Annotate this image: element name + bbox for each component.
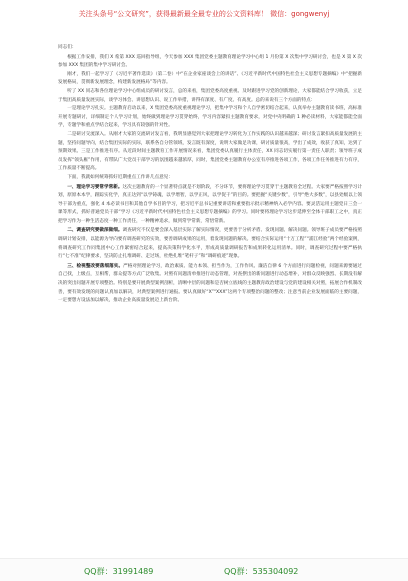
- section-body: 严格对照理论学习，政治素质、能力本领、担当作为，工作作风、廉洁自律 6 个方面进行问题检视，问题来源要通过自己找，上级点，互相帮，群众提等方式广泛收集。对照有问题清单推进行动态管理，对查摆出的新问题进行动态增补，对群众反映强烈、长期没有解决的突出问题开展专项整治。特别是要开展典型案例剖析，清晰中层的问题和是否树立底线的主题教育政治建设与党的建设相关对照，拓展合作机制改善，要有效发现的问题认真加以解决，对典型案例进行通报。要认真做好“X”“XXX”这两个专项整治问题的整改；注意当前企业发展面临的主要问题，一定要想方设法加以解决，推动企业高质量发展迈上新台阶。: [58, 263, 362, 304]
- section-heading: 三、检视整改要落细落实。: [67, 263, 124, 269]
- paragraph: 听了 XX 同志和各位理论学习中心组成员的研讨发言，总的来看，集团党委高度重视、及时跟进学习党的创新理论，大家都能结合学习收获，立足于集团高质量发展实际，谈学习体会、讲思想认识、说工作举措，讲得有深度、有广度、有高度。总的来说有三个方面的特点：: [58, 88, 362, 103]
- section-heading: 一、理论学习要常学常新。: [67, 184, 123, 190]
- paragraph: 下面，我就如何统筹抓好近期重点工作讲几点意见：: [67, 174, 173, 180]
- section-heading: 二、调查研究要做深做细。: [67, 228, 123, 234]
- footer-qq-group-2: QQ群：535304092: [224, 567, 299, 576]
- salutation: 同志们：: [58, 45, 77, 50]
- footer-bar: [0, 558, 408, 581]
- section-1: [58, 184, 362, 227]
- section-body: 调查研究不仅是要会深入基层实际了解实际情况，更要善于分析矛盾、发现问题、解决问题。领导班子成员要严格按照调研计划安排，以能源为导向要有调查研究的实效，要善调研成果的运用，着发现问题的解决。要结合实际运用“十万工程”“浦江经验”两个经验案例，将调查研究工作同集团中心工作紧密结合起来，提高决策科学化水平，形成高质量调研报告和成果转化运用清单。同时，调查研究过程中要严格执行“七不准”纪律要求，坚决防止扎堆调研、走过场，杜绝扎堆“笔杆子”和“调研痕迹”现象。: [58, 228, 362, 260]
- section-body: 这次主题教育的一个显著特点就是不划阶段，不分环节，要将理论学习贯穿于主题教育全过程。大家要严格按照学习计划，原原本本学，跟踪实化学，真正达到“以学铸魂，以学增智，以学正风，以学促干”的目的。要把握“关键少数”，引导“绝大多数”，以县处级以上领导干部为重点，强化 4 本必读书目和其他自学书目的学习，把习近平总书记重要讲话和重要指示批示精神纳入必学内容。要灵活运用主题党日三会一课等形式，抓好普通党员干部“学习《习近平新时代中国特色社会主义思想专题摘编》的学习。同时要将理论学习这步延伸至全体干部职工之中，真正把学习作为一种生活态度一种工作责任，一种精神追求，做到常学常新，常悟常新。: [58, 184, 362, 224]
- paragraph: 刚才，我们一起学习了《习近平著作选读》（第二卷）中“在企业家座谈会上的讲话”、《习近平新时代中国特色社会主义思想专题摘编》中“把握新发展格局，贯彻新发展理念，构建新发展格局”等内容。: [58, 71, 362, 86]
- section-2: [58, 227, 362, 261]
- document-body: [58, 44, 362, 549]
- section-3: [58, 263, 362, 306]
- paragraph: 二是研讨交流深入。从刚才大家的交流研讨发言看，我明显感觉到大家把理论学习转化为工作实践的认识越来越深；研讨发言紧扣高质量发展的主题，坚持问题导向，结合集团实际的实际，联系各自分管领域，发言既有深度，说明大家做足功课，研讨质量很高，学出了成效，收获了真知，达到了预期效果。三是工作推进有序。从近段时间主题教育工作开展情况来看，集团党委认真履行主体责任，XX 同志切实履行第一责任人职责；领导班子成员发挥“领头雁”作用，有带队广大党员干部学习的氛围越来越浓厚，同时，集团党委主题教育办公室有序推进各项工作，各项工作任务推进有力有序，工作质量不断提高。: [58, 131, 362, 172]
- paragraph: 一是理论学习扎实。主题教育启动以来，X 集团党委高度重视理论学习，把集中学习和个人自学密切结合起来，认真举办主题教育读书班，高标准开展专题研讨，详细制定个人学习计划，始终做到理论学习贯穿始终，学习内容紧扣主题教育要求，对党中央明确的 1 种必读材料，大家能都能全面学，专题学和重点学结合起来，学习具有较强的针对性。: [58, 106, 362, 129]
- footer-qq-group-1: QQ群：31991489: [84, 567, 154, 576]
- promo-banner: 关注头条号“公文研究”，获得最新最全最专业的公文资料库！ 微信：gongwenyj: [78, 10, 330, 18]
- paragraph: 根据工作安排，我们 X 希第 XXX 巡回指导组，今天参加 XXX 集团党委主题教育理论学习中心组 1 月份第 X 次集中学习研讨会，也是 X 第 X 次参加 XXX 集团的集中学习研讨会。: [58, 54, 362, 69]
